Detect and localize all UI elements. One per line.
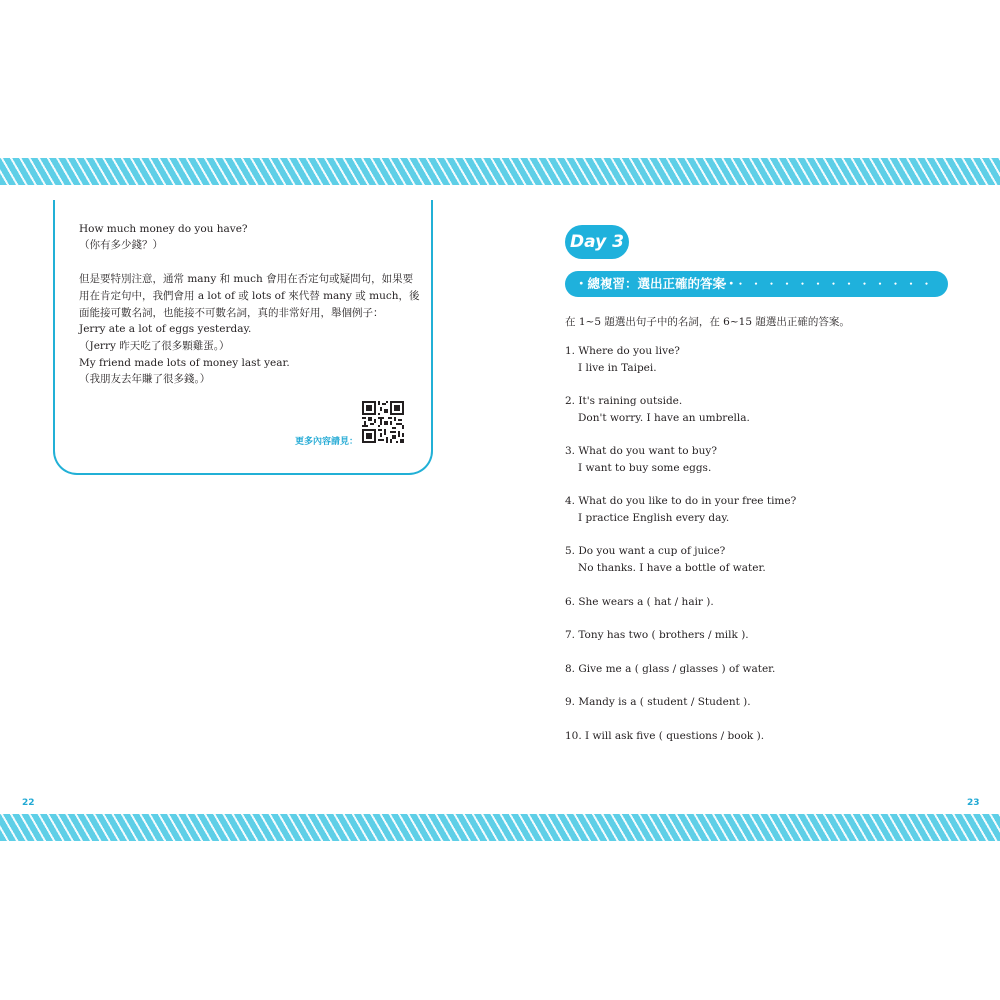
top-stripe-band <box>0 158 1000 185</box>
explanation-line-2: 用在肯定句中，我們會用 a lot of 或 lots of 來代替 many 或 much，後 <box>79 290 420 302</box>
example-translation-2: （我朋友去年賺了很多錢。） <box>79 373 211 385</box>
question-4: 4. What do you like to do in your free time? <box>565 495 797 507</box>
more-content-label: 更多內容請見： <box>295 437 359 447</box>
example-sentence-2: My friend made lots of money last year. <box>79 357 290 369</box>
answer-5: No thanks. I have a bottle of water. <box>578 562 766 574</box>
explanation-line-3: 面能接可數名詞，也能接不可數名詞，真的非常好用，舉個例子： <box>79 307 384 319</box>
question-9: 9. Mandy is a ( student / Student ). <box>565 696 751 708</box>
example-sentence-1: Jerry ate a lot of eggs yesterday. <box>79 323 252 335</box>
bottom-stripe-band <box>0 814 1000 841</box>
question-7: 7. Tony has two ( brothers / milk ). <box>565 629 749 641</box>
answer-1: I live in Taipei. <box>578 362 657 374</box>
answer-2: Don't worry. I have an umbrella. <box>578 412 750 424</box>
question-1: 1. Where do you live? <box>565 345 680 357</box>
answer-4: I practice English every day. <box>578 512 730 524</box>
example-translation: （你有多少錢？） <box>79 239 163 251</box>
review-dots-decoration: ・・・・・・・・・・・・・・・ <box>703 277 936 291</box>
question-2: 2. It's raining outside. <box>565 395 683 407</box>
instruction-text: 在 1~5 題選出句子中的名詞，在 6~15 題選出正確的答案。 <box>565 316 850 328</box>
page-number-left: 22 <box>22 798 35 808</box>
review-title: ・總複習：選出正確的答案・ <box>575 276 738 291</box>
question-6: 6. She wears a ( hat / hair ). <box>565 596 714 608</box>
example-question: How much money do you have? <box>79 223 248 235</box>
question-5: 5. Do you want a cup of juice? <box>565 545 726 557</box>
page-number-right: 23 <box>967 798 980 808</box>
day-badge: Day 3 <box>565 225 629 259</box>
question-3: 3. What do you want to buy? <box>565 445 717 457</box>
example-translation-1: （Jerry 昨天吃了很多顆雞蛋。） <box>79 340 230 352</box>
answer-3: I want to buy some eggs. <box>578 462 712 474</box>
review-section-bar <box>565 271 948 297</box>
question-8: 8. Give me a ( glass / glasses ) of water. <box>565 663 776 675</box>
question-10: 10. I will ask five ( questions / book ). <box>565 730 765 742</box>
qr-code-icon[interactable] <box>362 401 404 443</box>
explanation-line-1: 但是要特別注意，通常 many 和 much 會用在否定句或疑問句，如果要 <box>79 273 414 285</box>
